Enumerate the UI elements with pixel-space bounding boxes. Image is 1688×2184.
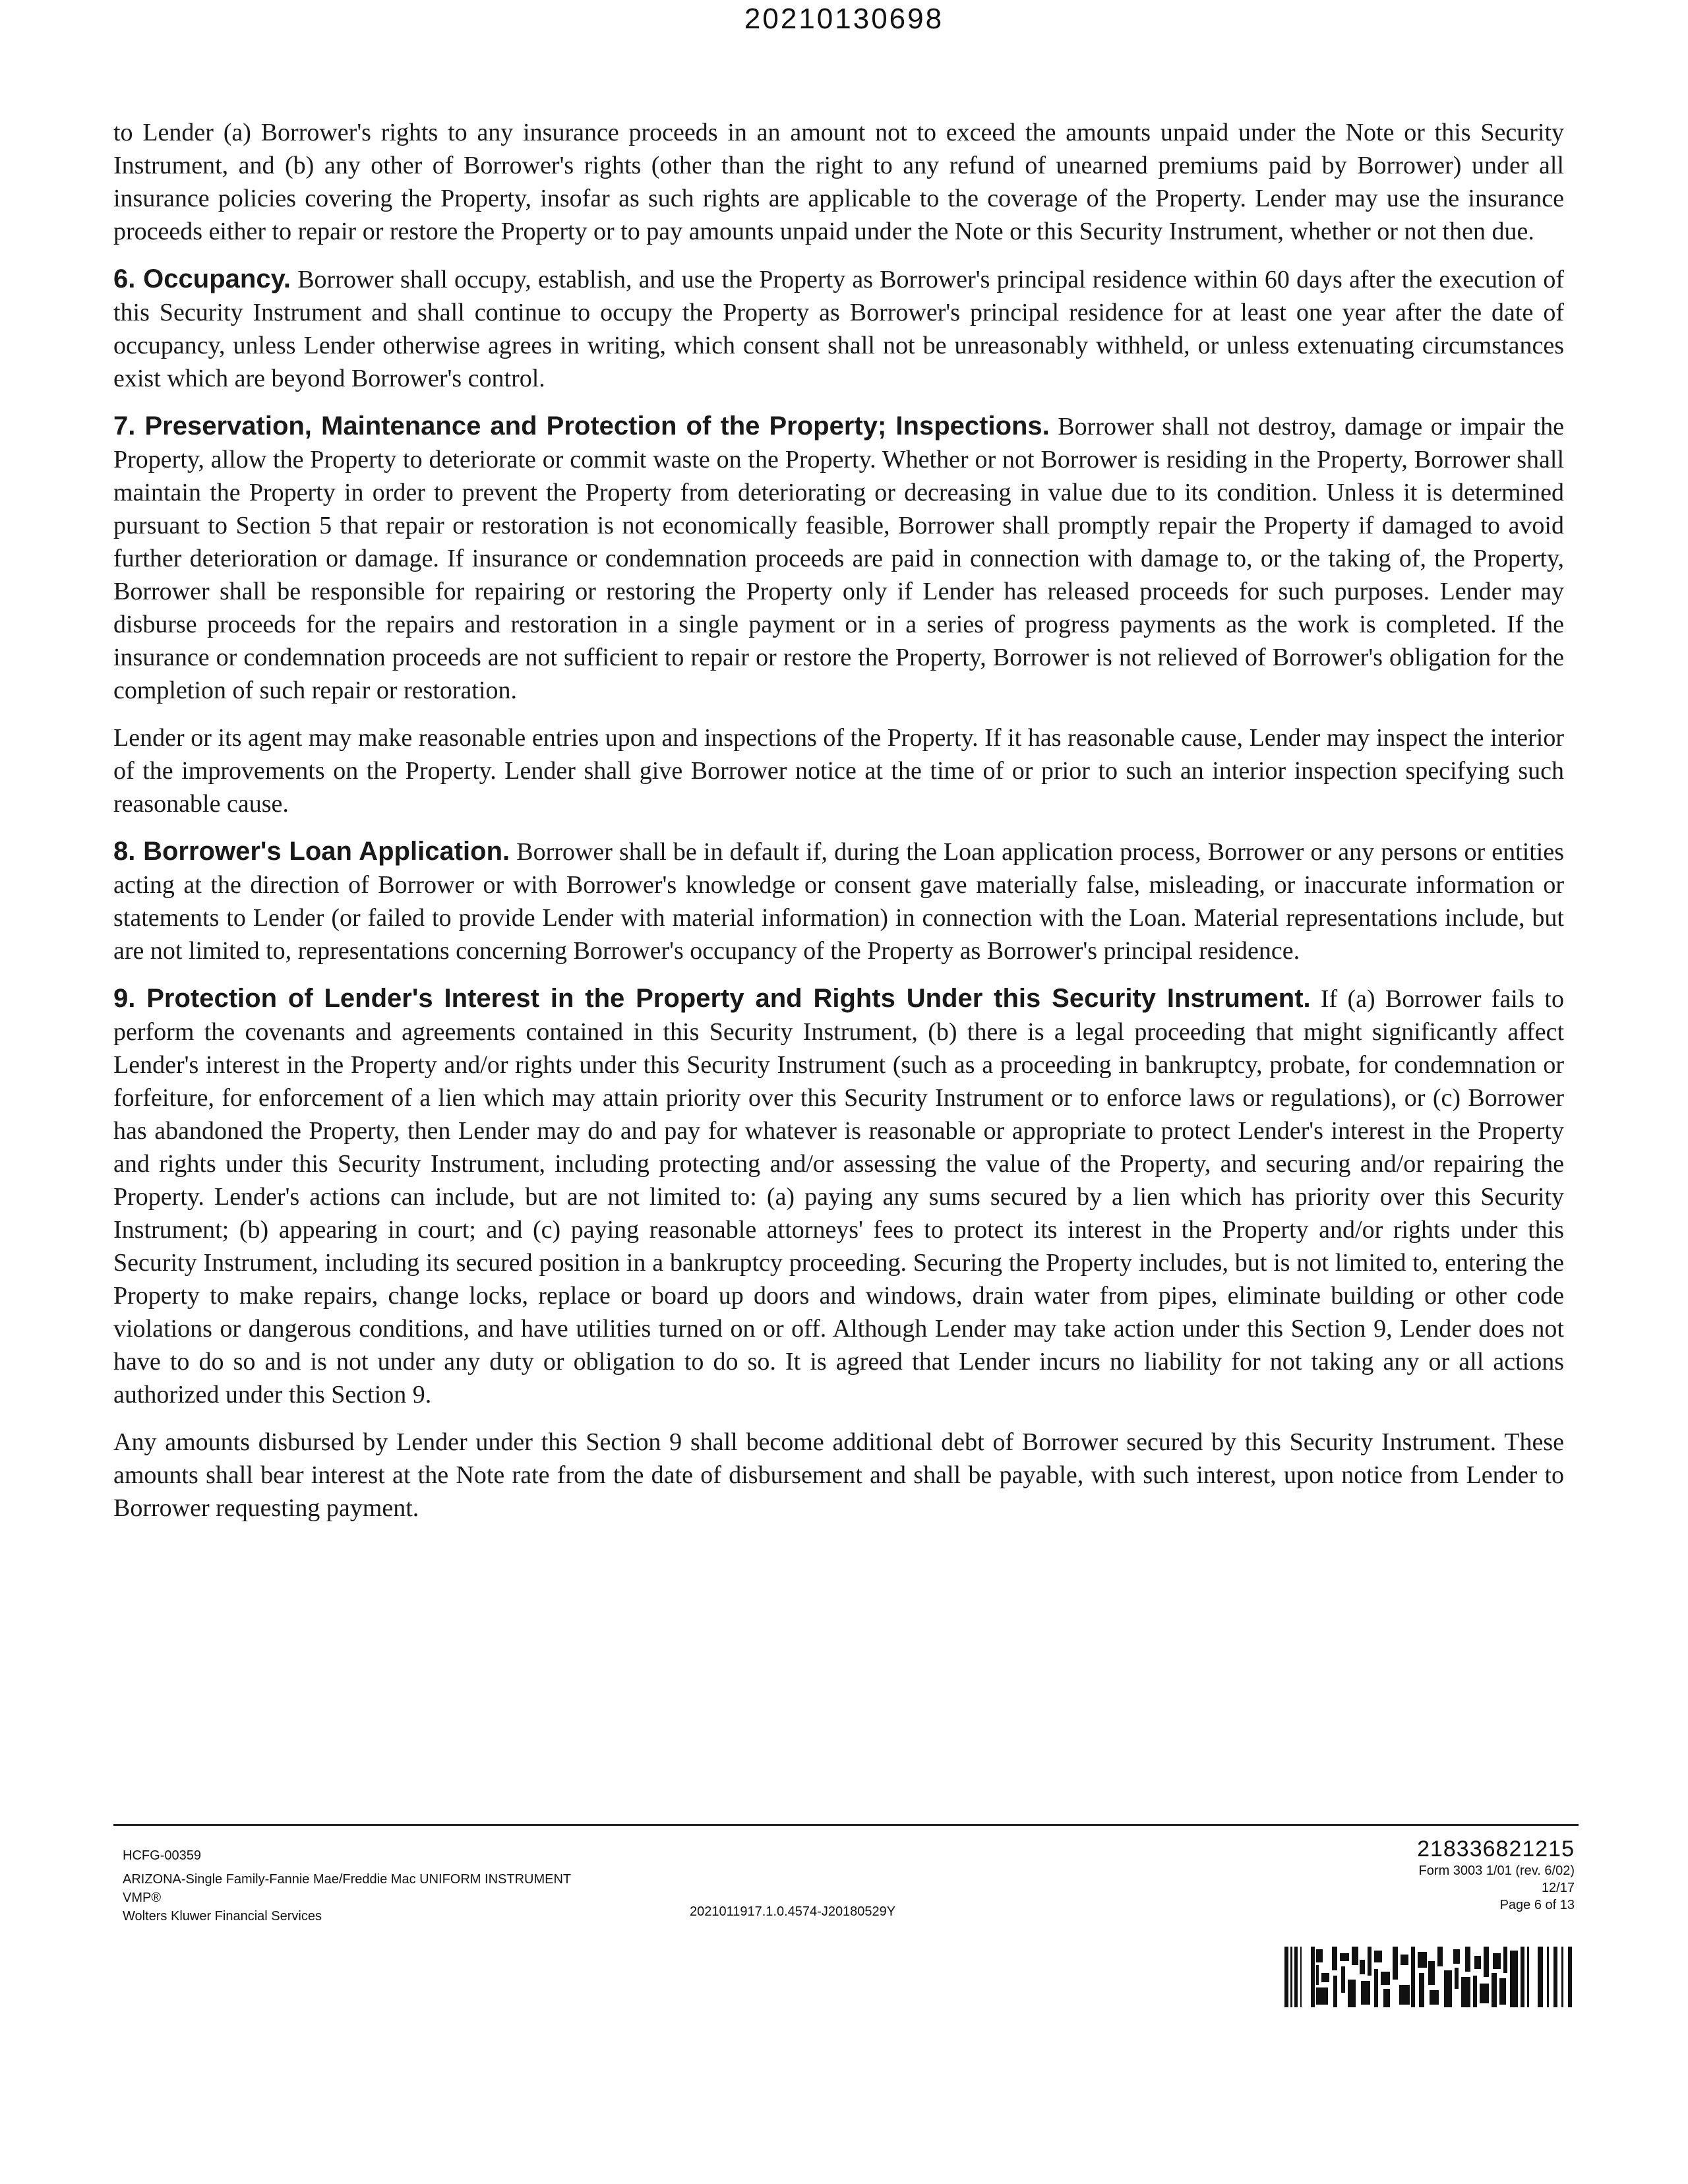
section-9-protection: [113, 982, 1564, 1411]
section-6-text: Borrower shall occupy, establish, and use the Property as Borrower's principal residence within 60 days after the execution of this Security Instrument and shall continue to occupy the Property as Borrower's principal residence for at least one year after the date of occupancy, unless Lender otherwise agrees in writing, which consent shall not be unreasonably withheld, or unless extenuating circumstances exist which are beyond Borrower's control.: [113, 266, 1565, 392]
footer-publisher: Wolters Kluwer Financial Services: [123, 1909, 322, 1924]
page-number: Page 6 of 13: [1499, 1898, 1575, 1912]
form-revision: 12/17: [1541, 1881, 1575, 1895]
section-8-text: Borrower shall be in default if, during the Loan application process, Borrower or any persons or entities acting at the direction of Borrower or with Borrower's knowledge or consent gave materially false, misleading, or inaccurate information or statements to Lender (or failed to provide Lender with material information) in connection with the Loan. Material representations include, but are not limited to, representations concerning Borrower's occupancy of the Property as Borrower's principal residence.: [113, 838, 1565, 965]
form-number: Form 3003 1/01 (rev. 6/02): [1418, 1864, 1575, 1878]
section-8-loan-application: [113, 835, 1564, 967]
paragraph-insurance-rights: to Lender (a) Borrower's rights to any insurance proceeds in an amount not to exceed the amounts unpaid under the Note or this Security Instrument, and (b) any other of Borrower's rights (other than the right to any refund of unearned premiums paid by Borrower) under all insurance policies covering the Property, insofar as such rights are applicable to the coverage of the Property. Lender may use the insurance proceeds either to repair or restore the Property or to pay amounts unpaid under the Note or this Security Instrument, whether or not then due.: [113, 119, 1564, 245]
section-9-heading: 9. Protection of Lender's Interest in the Property and Rights Under this Security Instrument.: [113, 984, 1311, 1013]
footer-instrument-name: ARIZONA-Single Family-Fannie Mae/Freddie Mac UNIFORM INSTRUMENT: [123, 1872, 572, 1887]
footer-form-meta: [1417, 1836, 1575, 1914]
footer-tracking-code: 2021011917.1.0.4574-J20180529Y: [690, 1904, 896, 1919]
section-7-preservation: [113, 410, 1564, 707]
footer-vmp: VMP®: [123, 1891, 162, 1905]
footer-form-info: [123, 1846, 571, 1926]
section-7-heading: 7. Preservation, Maintenance and Protection of the Property; Inspections.: [113, 411, 1050, 440]
section-6-heading: 6. Occupancy.: [113, 264, 291, 293]
section-7-inspections-paragraph: Lender or its agent may make reasonable entries upon and inspections of the Property. If it has reasonable cause, Lender may inspect the interior of the improvements on the Property. Lender shall give Borrower notice at the time of or prior to such an interior inspection specifying such reasonable cause.: [113, 724, 1564, 818]
footer-form-id: HCFG-00359: [123, 1848, 201, 1863]
loan-number: 218336821215: [1417, 1836, 1575, 1862]
section-9-text: If (a) Borrower fails to perform the covenants and agreements contained in this Security Instrument, (b) there is a legal proceeding that might significantly affect Lender's interest in the Property and/or rights under this Security Instrument (such as a proceeding in bankruptcy, probate, for condemnation or forfeiture, for enforcement of a lien which may attain priority over this Security Instrument or to enforce laws or regulations), or (c) Borrower has abandoned the Property, then Lender may do and pay for whatever is reasonable or appropriate to protect Lender's interest in the Property and rights under this Security Instrument, including protecting and/or assessing the value of the Property, and securing and/or repairing the Property. Lender's actions can include, but are not limited to: (a) paying any sums secured by a lien which has priority over this Security Instrument; (b) appearing in court; and (c) paying reasonable attorneys' fees to protect its interest in the Property and/or rights under this Security Instrument, including its secured position in a bankruptcy proceeding. Securing the Property includes, but is not limited to, entering the Property to make repairs, change locks, replace or board up doors and windows, drain water from pipes, eliminate building or other code violations or dangerous conditions, and have utilities turned on or off. Although Lender may take action under this Section 9, Lender does not have to do so and is not under any duty or obligation to do so. It is agreed that Lender incurs no liability for not taking any or all actions authorized under this Section 9.: [113, 985, 1564, 1409]
barcode-image: [1284, 1947, 1575, 2007]
footer-divider: [113, 1824, 1579, 1826]
section-7-text: Borrower shall not destroy, damage or impair the Property, allow the Property to deteriorate or commit waste on the Property. Whether or not Borrower is residing in the Property, Borrower shall maintain the Property in order to prevent the Property from deteriorating or decreasing in value due to its condition. Unless it is determined pursuant to Section 5 that repair or restoration is not economically feasible, Borrower shall promptly repair the Property if damaged to avoid further deterioration or damage. If insurance or condemnation proceeds are paid in connection with damage to, or the taking of, the Property, Borrower shall be responsible for repairing or restoring the Property only if Lender has released proceeds for such purposes. Lender may disburse proceeds for the repairs and restoration in a single payment or in a series of progress payments as the work is completed. If the insurance or condemnation proceeds are not sufficient to repair or restore the Property, Borrower is not relieved of Borrower's obligation for the completion of such repair or restoration.: [113, 413, 1565, 704]
section-6-occupancy: [113, 262, 1564, 395]
section-9-amounts-paragraph: Any amounts disbursed by Lender under this Section 9 shall become additional debt of Borrower secured by this Security Instrument. These amounts shall bear interest at the Note rate from the date of disbursement and shall be payable, with such interest, upon notice from Lender to Borrower requesting payment.: [113, 1428, 1564, 1522]
section-8-heading: 8. Borrower's Loan Application.: [113, 837, 510, 866]
document-number: 20210130698: [744, 3, 944, 35]
document-body: [113, 116, 1564, 1539]
